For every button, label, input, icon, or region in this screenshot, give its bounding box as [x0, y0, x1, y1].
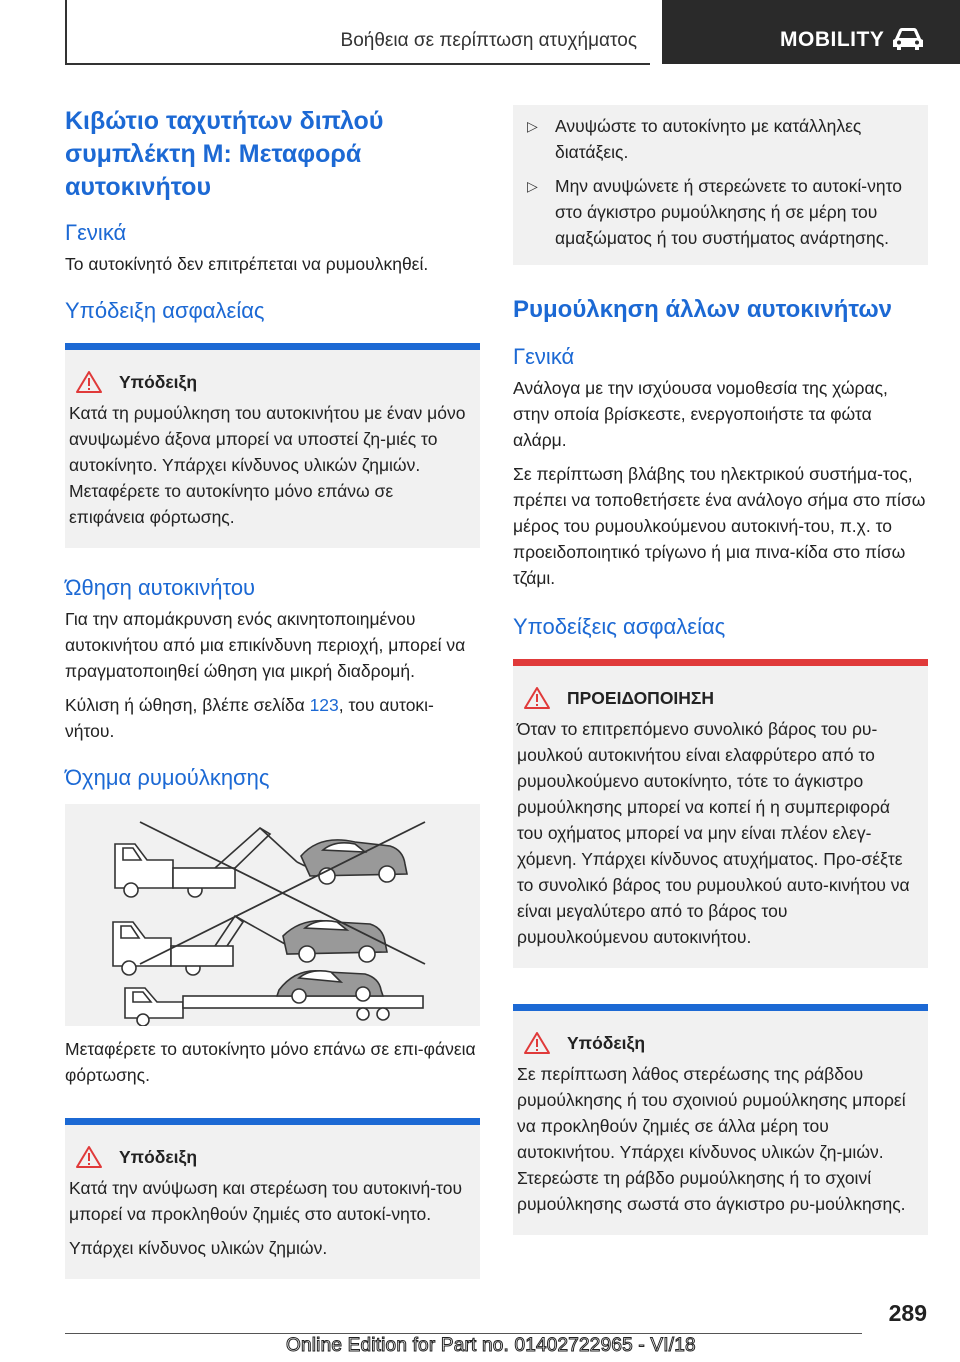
notice-header-3 [523, 1031, 920, 1055]
warning-box [513, 659, 928, 968]
push-text: Για την απομάκρυνση ενός ακινητοποιημένου αυτοκινήτου από μια επικίνδυνη περιοχή, μπορεί να πραγματοποιηθεί ώθηση για μικρή διαδρομή. [65, 609, 466, 681]
list-item-text: Ανυψώστε το αυτοκίνητο με κατάλληλες διατάξεις. [555, 116, 862, 162]
warning-header [523, 686, 920, 710]
notice-text-3: Σε περίπτωση λάθος στερέωσης της ράβδου ρυμούλκησης ή του σχοινιού ρυμούλκησης μπορεί να προκληθούν ζημιές σε άλλα μέρη του αυτοκινήτου. Υπάρχει κίνδυνος υλικών ζη-μιών. Στερεώστε τη ράβδο ρυμούλκησης ή το σχοινί ρυμούλκησης σωστά στο άγκιστρο ρυ-μούλκησης. [517, 1064, 906, 1214]
car-icon [890, 26, 926, 52]
general-text-right-1: Ανάλογα με την ισχύουσα νομοθεσία της χώρας, στην οποία βρίσκεστε, ενεργοποιήστε τα φώτα αλάρμ. [513, 378, 888, 450]
notice-title: Υπόδειξη [119, 371, 198, 392]
tow-others-title: Ρυμούλκηση άλλων αυτοκινήτων [513, 296, 893, 323]
header-divider-bottom [65, 63, 650, 65]
warning-triangle-icon [523, 686, 551, 710]
page-link[interactable]: 123 [309, 695, 339, 715]
section-title: Κιβώτιο ταχυτήτων διπλού συμπλέκτη M: Μεταφορά αυτοκινήτου [65, 107, 384, 201]
safety-tips-heading: Υποδείξεις ασφαλείας [513, 614, 726, 639]
general-text-right-2: Σε περίπτωση βλάβης του ηλεκτρικού συστήμα-τος, πρέπει να τοποθετήσετε ένα ανάλογο σήμα στο πίσω μέρος του ρυμουλκούμενου αυτοκινή-του, π.χ. το προειδοποιητικό τρίγωνο ή μια πινα-κίδα στο πίσω τζάμι. [513, 464, 926, 588]
warning-title: ΠΡΟΕΙΔΟΠΟΙΗΣΗ [567, 687, 715, 708]
right-column [513, 105, 928, 1235]
list-item-text: Μην ανυψώνετε ή στερεώνετε το αυτοκί-νητο στο άγκιστρο ρυμούλκησης ή σε μέρη του αμαξώματος ή του συστήματος ανάρτησης. [555, 176, 902, 248]
instruction-list [513, 105, 928, 265]
notice-text-2b: Υπάρχει κίνδυνος υλικών ζημιών. [69, 1238, 328, 1258]
warning-triangle-icon [75, 370, 103, 394]
tow-truck-illustration [65, 804, 480, 1026]
notice-text: Κατά τη ρυμούλκηση του αυτοκινήτου με έναν μόνο ανυψωμένο άξονα μπορεί να υποστεί ζη-μιές το αυτοκίνητο. Υπάρχει κίνδυνος υλικών ζημιών. Μεταφέρετε το αυτοκίνητο μόνο επάνω σε επιφάνεια φόρτωσης. [69, 403, 466, 527]
general-text: Το αυτοκίνητό δεν επιτρέπεται να ρυμουλκηθεί. [65, 254, 429, 274]
roll-text-before: Κύλιση ή ώθηση, βλέπε σελίδα [65, 695, 310, 715]
triangle-bullet-icon: ▷ [527, 118, 538, 134]
list-item [523, 113, 918, 165]
list-item [523, 173, 918, 251]
notice-header [75, 370, 472, 394]
warning-triangle-icon [75, 1145, 103, 1169]
notice-text-2a: Κατά την ανύψωση και στερέωση του αυτοκινή-του μπορεί να προκληθούν ζημιές στο αυτοκί-νητο. [69, 1178, 463, 1224]
warning-triangle-icon [523, 1031, 551, 1055]
tow-vehicle-heading: Όχημα ρυμούλκησης [65, 765, 270, 790]
safety-heading: Υπόδειξη ασφαλείας [65, 298, 265, 323]
warning-text: Όταν το επιτρεπόμενο συνολικό βάρος του ρυ-μουλκού αυτοκινήτου είναι ελαφρύτερο από το ρυμουλκούμενο αυτοκίνητο, τότε το άγκιστρο ρυμούλκησης μπορεί να κοπεί ή η συμπεριφορά του οχήματος μπορεί να μην είναι πλέον ελεγ-χόμενη. Υπάρχει κίνδυνος ατυχήματος. Προ-σέξτε το συνολικό βάρος του ρυμουλκού αυτο-κινήτου να είναι μεγαλύτερο από το βάρος του ρυμουλκούμενου αυτοκινήτου. [517, 719, 910, 947]
notice-box-2 [65, 1118, 480, 1279]
roll-reference [65, 692, 480, 744]
push-heading: Ώθηση αυτοκινήτου [65, 575, 256, 600]
roll-text-after: , του αυτοκι-νήτου. [65, 695, 434, 741]
general-heading: Γενικά [65, 220, 127, 245]
notice-title-2: Υπόδειξη [119, 1146, 198, 1167]
notice-box [65, 343, 480, 548]
page-number: 289 [888, 1300, 927, 1326]
footer-divider [65, 1333, 862, 1334]
left-column [65, 105, 480, 1279]
chapter-title: Βοήθεια σε περίπτωση ατυχήματος [340, 30, 637, 51]
edition-footer: Online Edition for Part no. 01402722965 - VI/18 [286, 1335, 696, 1356]
mobility-tab[interactable] [662, 0, 960, 64]
tow-truck-diagram [65, 804, 480, 1026]
mobility-tab-label: MOBILITY [780, 28, 885, 51]
general-heading-right: Γενικά [513, 344, 575, 369]
notice-box-3 [513, 1004, 928, 1235]
triangle-bullet-icon: ▷ [527, 178, 538, 194]
notice-header-2 [75, 1145, 472, 1169]
figure-caption: Μεταφέρετε το αυτοκίνητο μόνο επάνω σε επι-φάνεια φόρτωσης. [65, 1039, 476, 1085]
notice-title-3: Υπόδειξη [567, 1032, 646, 1053]
